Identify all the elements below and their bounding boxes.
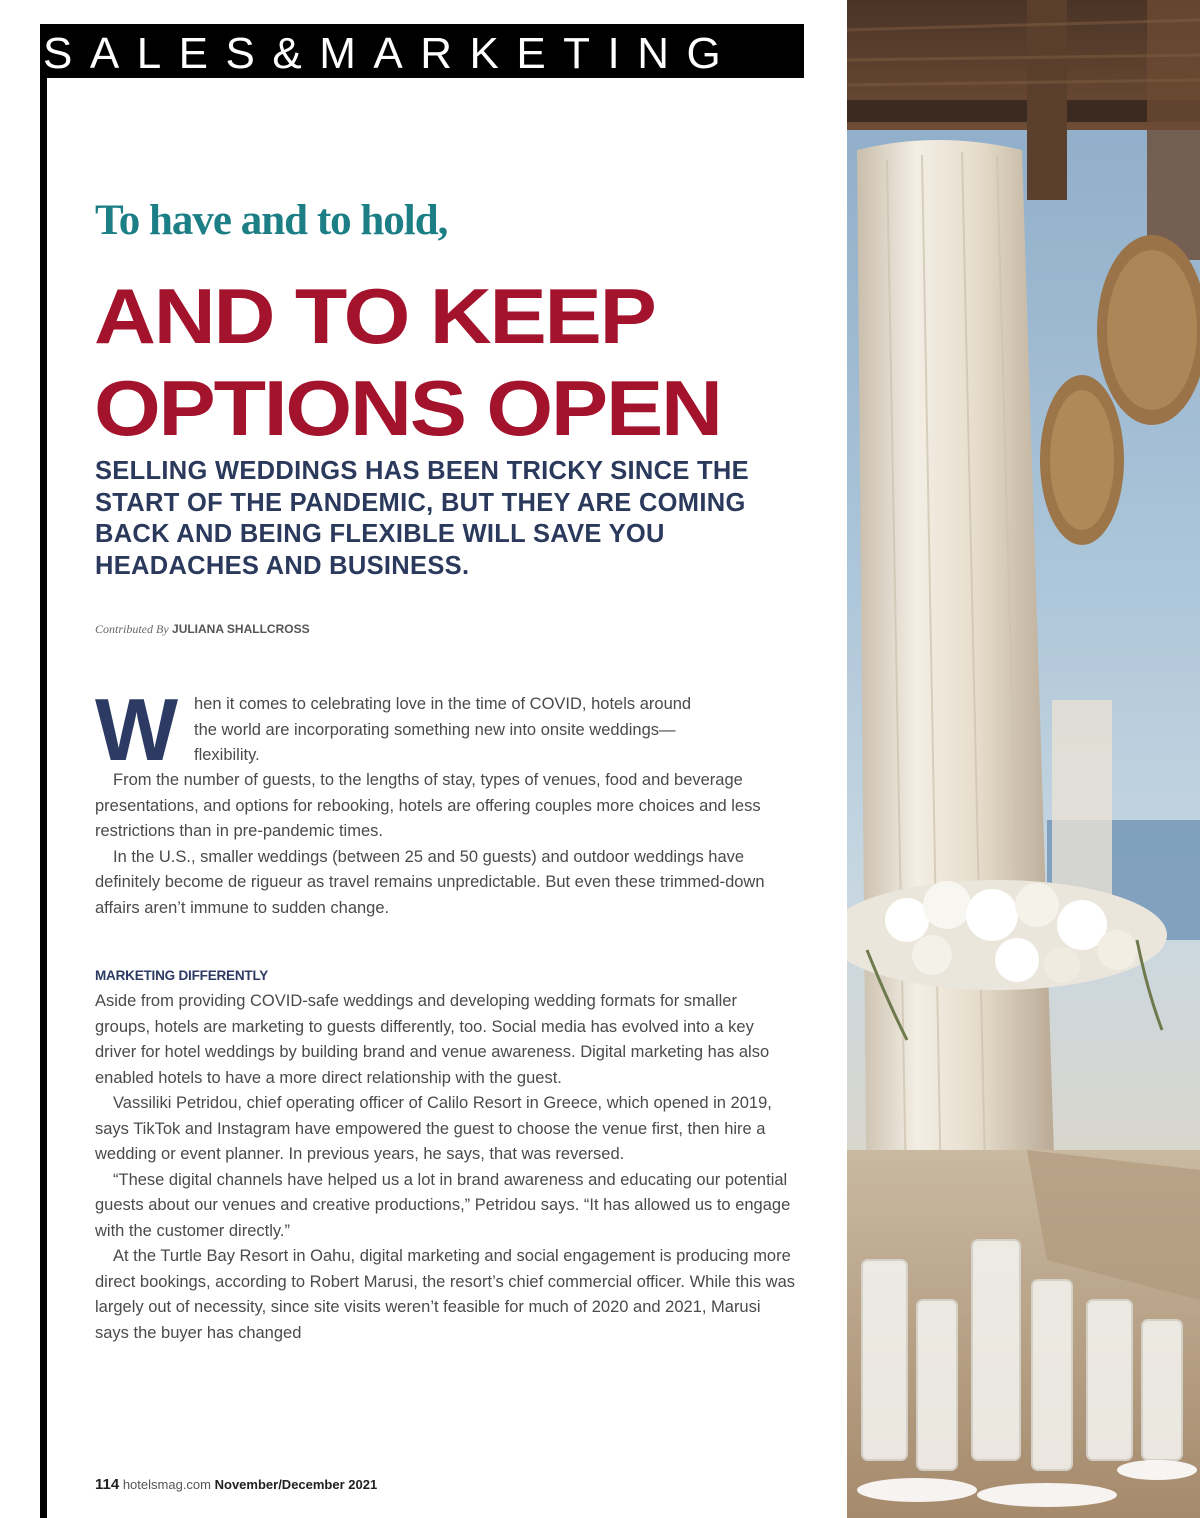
paragraph-1-line-2: the world are incorporating something new into onsite weddings— (194, 720, 676, 739)
byline-author: JULIANA SHALLCROSS (172, 622, 310, 636)
headline-title-line-2: OPTIONS OPEN (94, 364, 721, 452)
page-number: 114 (95, 1476, 120, 1493)
article-body-bottom (95, 989, 795, 1346)
article-paragraph-6: “These digital channels have helped us a lot in brand awareness and educating our potential guests about our venues and creative productions,” Petridou says. “It has allowed us to engage with the customer directly.” (95, 1170, 791, 1240)
article-subhead: MARKETING DIFFERENTLY (95, 968, 269, 983)
drop-cap: W (95, 680, 179, 779)
paragraph-1-line-1: hen it comes to celebrating love in the time of COVID, hotels around (194, 695, 692, 713)
left-rule (40, 78, 47, 1518)
headline-title (94, 270, 908, 454)
wedding-photo (847, 0, 1200, 1518)
headline-title-line-1: AND TO KEEP (94, 272, 655, 360)
paragraph-1-line-3: flexibility. (194, 746, 260, 764)
headline-dek: SELLING WEDDINGS HAS BEEN TRICKY SINCE THE START OF THE PANDEMIC, BUT THEY ARE COMING BACK AND BEING FLEXIBLE WILL SAVE YOU HEADACHES AND BUSINESS. (95, 457, 749, 580)
wedding-photo-illustration (847, 0, 1200, 1518)
article-paragraph-3: In the U.S., smaller weddings (between 25 and 50 guests) and outdoor weddings have definitely become de rigueur as travel remains unpredictable. But even these trimmed-down affairs aren’t immune to sudden change. (95, 847, 765, 917)
article-paragraph-2: From the number of guests, to the lengths of stay, types of venues, food and beverage presentations, and options for rebooking, hotels are offering couples more choices and less restrictions than in pre-pandemic times. (95, 771, 761, 840)
article-paragraph-1 (194, 692, 799, 769)
page-folio (95, 1476, 377, 1493)
byline (95, 622, 310, 637)
byline-label: Contributed By (95, 622, 169, 636)
article-paragraph-4: Aside from providing COVID-safe weddings and developing wedding formats for smaller groups, hotels are marketing to guests differently, too. Social media has evolved into a key driver for hotel weddings by building brand and venue awareness. Digital marketing has also enabled hotels to have a more direct relationship with the guest. (95, 992, 770, 1087)
article-paragraph-5: Vassiliki Petridou, chief operating officer of Calilo Resort in Greece, which opened in 2019, says TikTok and Instagram have empowered the guest to choose the venue first, then hire a wedding or event planner. In previous years, he says, that was reversed. (95, 1094, 772, 1163)
article-body-top (95, 768, 795, 921)
folio-site: hotelsmag.com (122, 1477, 211, 1492)
headline-kicker: To have and to hold, (95, 197, 448, 244)
section-label: SALES&MARKETING (43, 29, 739, 78)
article-paragraph-7: At the Turtle Bay Resort in Oahu, digital marketing and social engagement is producing more direct bookings, according to Robert Marusi, the resort’s chief commercial officer. While this was largely out of necessity, since site visits weren’t feasible for much of 2020 and 2021, Marusi says the buyer has changed (95, 1247, 796, 1342)
folio-issue: November/December 2021 (214, 1477, 378, 1492)
